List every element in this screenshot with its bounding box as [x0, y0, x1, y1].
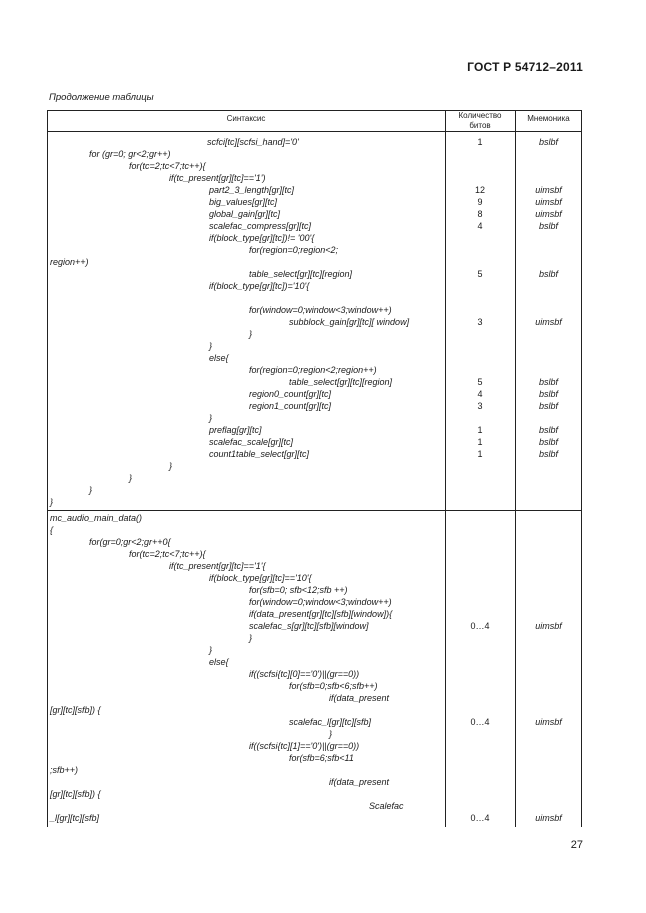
- syntax-cell: if(block_type[gr][tc])='10'{: [209, 281, 310, 291]
- syntax-cell: region0_count[gr][tc]: [249, 389, 332, 399]
- table-row: [47, 512, 582, 524]
- table-row: [47, 424, 582, 436]
- section-divider: [47, 510, 582, 511]
- bits-cell: 0…4: [470, 621, 490, 631]
- syntax-cell: region++): [50, 257, 89, 267]
- bits-cell: 0…4: [470, 813, 490, 823]
- table-row: [47, 388, 582, 400]
- bits-cell: 1: [477, 137, 483, 147]
- table-row: [47, 668, 582, 680]
- mnemonic-cell: bslbf: [538, 269, 558, 279]
- table-row: [47, 704, 582, 716]
- column-header-syntax: Синтаксис: [226, 114, 266, 123]
- mnemonic-cell: uimsbf: [535, 197, 562, 207]
- mnemonic-cell: uimsbf: [535, 317, 562, 327]
- syntax-cell: for (gr=0; gr<2;gr++): [89, 149, 171, 159]
- syntax-cell: if(tc_present[gr][tc]=='1'): [169, 173, 266, 183]
- table-row: [47, 160, 582, 172]
- syntax-cell: scalefac_l[gr][tc][sfb]: [289, 717, 372, 727]
- bits-cell: 9: [477, 197, 483, 207]
- bits-cell: 5: [477, 269, 483, 279]
- bits-cell: 1: [477, 425, 483, 435]
- syntax-cell: part2_3_length[gr][tc]: [209, 185, 295, 195]
- table-row: [47, 172, 582, 184]
- table-row: [47, 728, 582, 740]
- syntax-cell: table_select[gr][tc][region]: [249, 269, 353, 279]
- mnemonic-cell: bslbf: [538, 401, 558, 411]
- syntax-cell: for(gr=0;gr<2;gr++0{: [89, 537, 171, 547]
- table-row: [47, 752, 582, 764]
- table-continuation-label: Продолжение таблицы: [49, 92, 154, 103]
- mnemonic-cell: bslbf: [538, 221, 558, 231]
- bits-cell: 1: [477, 437, 483, 447]
- table-row: [47, 364, 582, 376]
- table-row: [47, 196, 582, 208]
- table-row: [47, 268, 582, 280]
- syntax-cell: if(data_present: [329, 777, 390, 787]
- table-row: [47, 812, 582, 824]
- syntax-cell: else{: [209, 657, 229, 667]
- table-row: [47, 560, 582, 572]
- syntax-cell: scfci[tc][scfsi_hand]='0': [207, 137, 299, 147]
- table-row: [47, 572, 582, 584]
- syntax-cell: if((scfsi{tc][1]=='0')||(gr==0)): [249, 741, 360, 751]
- syntax-cell: for(sfb=0;sfb<6;sfb++): [289, 681, 378, 691]
- table-row: [47, 632, 582, 644]
- mnemonic-cell: bslbf: [538, 437, 558, 447]
- syntax-cell: _l[gr][tc][sfb]: [50, 813, 100, 823]
- mnemonic-cell: bslbf: [538, 449, 558, 459]
- mnemonic-cell: uimsbf: [535, 717, 562, 727]
- syntax-cell: for(window=0;window<3;window++): [249, 305, 392, 315]
- table-row: [47, 460, 582, 472]
- syntax-cell: }: [169, 461, 173, 471]
- bits-cell: 4: [477, 389, 483, 399]
- table-row: [47, 644, 582, 656]
- syntax-cell: }: [209, 341, 213, 351]
- syntax-cell: if(block_type[gr][tc])!= '00'{: [209, 233, 315, 243]
- mnemonic-cell: bslbf: [538, 377, 558, 387]
- table-row: [47, 548, 582, 560]
- syntax-cell: }: [249, 633, 253, 643]
- table-row: [47, 800, 582, 812]
- mnemonic-cell: uimsbf: [535, 209, 562, 219]
- table-row: [47, 148, 582, 160]
- mnemonic-cell: uimsbf: [535, 185, 562, 195]
- syntax-cell: }: [89, 485, 93, 495]
- bits-cell: 3: [477, 317, 483, 327]
- syntax-cell: mc_audio_main_data(): [50, 513, 143, 523]
- table-row: [47, 656, 582, 668]
- table-row: [47, 788, 582, 800]
- table-row: [47, 584, 582, 596]
- syntax-cell: }: [329, 729, 333, 739]
- mnemonic-cell: uimsbf: [535, 621, 562, 631]
- table-row: [47, 740, 582, 752]
- bits-cell: 12: [474, 185, 485, 195]
- syntax-cell: for(tc=2;tc<7;tc++){: [129, 549, 206, 559]
- bits-cell: 1: [477, 449, 483, 459]
- syntax-cell: if(tc_present[gr][tc]=='1'{: [169, 561, 266, 571]
- syntax-cell: big_values[gr][tc]: [209, 197, 278, 207]
- column-header-mnemonic: Мнемоника: [527, 114, 570, 123]
- syntax-cell: [gr][tc][sfb]) {: [50, 789, 101, 799]
- syntax-cell: ;sfb++): [50, 765, 79, 775]
- bits-cell: 4: [477, 221, 483, 231]
- table-row: [47, 280, 582, 292]
- mnemonic-cell: bslbf: [538, 137, 558, 147]
- table-row: [47, 596, 582, 608]
- syntax-cell: if((scfsi{tc][0]=='0')||(gr==0)): [249, 669, 360, 679]
- table-row: [47, 316, 582, 328]
- mnemonic-cell: bslbf: [538, 425, 558, 435]
- table-row: [47, 524, 582, 536]
- syntax-cell: for(sfb=6;sfb<11: [289, 753, 354, 763]
- table-row: [47, 328, 582, 340]
- syntax-cell: for(region=0;region<2;: [249, 245, 339, 255]
- table-row: [47, 232, 582, 244]
- standard-number: ГОСТ Р 54712–2011: [467, 60, 583, 74]
- table-row: [47, 208, 582, 220]
- syntax-cell: for(window=0;window<3;window++): [249, 597, 392, 607]
- syntax-cell: }: [249, 329, 253, 339]
- table-row: [47, 136, 582, 148]
- syntax-cell: if(block_type[gr][tc]=='10'{: [209, 573, 312, 583]
- syntax-cell: count1table_select[gr][tc]: [209, 449, 310, 459]
- table-row: [47, 484, 582, 496]
- bits-cell: 5: [477, 377, 483, 387]
- syntax-cell: }: [209, 645, 213, 655]
- syntax-cell: if(data_present: [329, 693, 390, 703]
- table-row: [47, 536, 582, 548]
- syntax-cell: Scalefac: [369, 801, 404, 811]
- syntax-cell: if(data_present[gr][tc][sfb][window]){: [249, 609, 393, 619]
- bits-cell: 0…4: [470, 717, 490, 727]
- syntax-cell: for(sfb=0; sfb<12;sfb ++): [249, 585, 348, 595]
- table-row: [47, 448, 582, 460]
- table-row: [47, 680, 582, 692]
- table-row: [47, 220, 582, 232]
- mnemonic-cell: bslbf: [538, 389, 558, 399]
- table-row: [47, 400, 582, 412]
- syntax-cell: }: [50, 497, 54, 507]
- table-row: [47, 764, 582, 776]
- syntax-cell: for(region=0;region<2;region++): [249, 365, 377, 375]
- syntax-cell: scalefac_s[gr][tc][sfb][window]: [249, 621, 369, 631]
- syntax-cell: {: [50, 525, 54, 535]
- table-row: [47, 304, 582, 316]
- syntax-cell: global_gain[gr][tc]: [209, 209, 281, 219]
- table-row: [47, 340, 582, 352]
- mnemonic-cell: uimsbf: [535, 813, 562, 823]
- syntax-cell: else{: [209, 353, 229, 363]
- header-bottom-border: [47, 131, 582, 132]
- syntax-table: [47, 110, 582, 827]
- syntax-cell: table_select[gr][tc][region]: [289, 377, 393, 387]
- table-row: [47, 376, 582, 388]
- table-row: [47, 716, 582, 728]
- bits-cell: 3: [477, 401, 483, 411]
- syntax-cell: preflag[gr][tc]: [209, 425, 262, 435]
- syntax-cell: region1_count[gr][tc]: [249, 401, 332, 411]
- table-row: [47, 184, 582, 196]
- syntax-cell: }: [129, 473, 133, 483]
- table-row: [47, 472, 582, 484]
- syntax-cell: [gr][tc][sfb]) {: [50, 705, 101, 715]
- syntax-cell: scalefac_compress[gr][tc]: [209, 221, 312, 231]
- table-row: [47, 692, 582, 704]
- bits-cell: 8: [477, 209, 483, 219]
- table-row: [47, 608, 582, 620]
- table-row: [47, 496, 582, 508]
- syntax-cell: subblock_gain[gr][tc][ window]: [289, 317, 410, 327]
- table-row: [47, 620, 582, 632]
- table-row: [47, 436, 582, 448]
- table-row: [47, 352, 582, 364]
- table-row: [47, 776, 582, 788]
- table-row: [47, 412, 582, 424]
- syntax-cell: for(tc=2;tc<7;tc++){: [129, 161, 206, 171]
- syntax-cell: }: [209, 413, 213, 423]
- column-header-bits: Количество битов: [458, 111, 502, 130]
- table-row: [47, 244, 582, 256]
- table-row: [47, 256, 582, 268]
- syntax-cell: scalefac_scale[gr][tc]: [209, 437, 294, 447]
- page-number: 27: [570, 839, 583, 851]
